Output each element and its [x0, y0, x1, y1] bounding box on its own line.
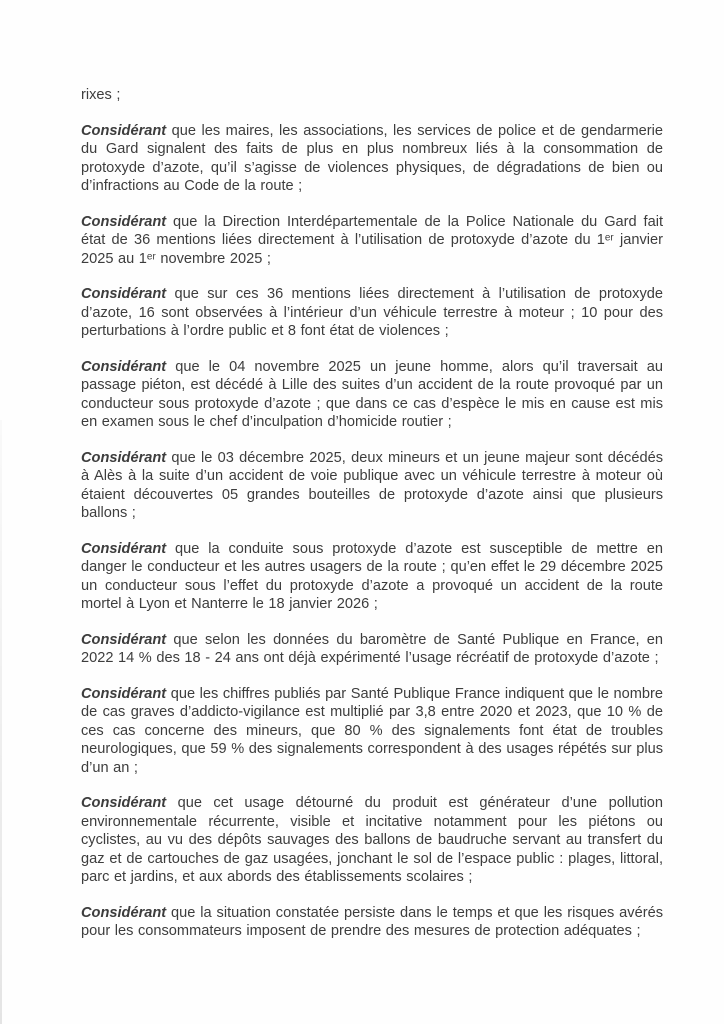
paragraph-text: rixes ;: [81, 87, 121, 103]
paragraph-lead: Considérant: [81, 685, 167, 702]
considerant-paragraph: [81, 449, 663, 523]
considerant-paragraph: [81, 540, 663, 614]
considerant-paragraph: [81, 213, 663, 269]
paragraph-continuation: [81, 86, 663, 105]
considerant-paragraph: [81, 285, 663, 341]
considerant-paragraph: [81, 631, 663, 668]
paragraph-text: que le 04 novembre 2025 un jeune homme, alors qu’il traversait au passage piéton, est décédé à Lille des suites d’un accident de la route provoqué par un conducteur sous protoxyde d’azote ; que dans ce cas d’espèce le mis en cause est mis en examen sous le chef d’inculpation d’homicide routier ;: [81, 358, 663, 430]
paragraph-lead: Considérant: [81, 213, 167, 230]
considerant-paragraph: [81, 794, 663, 887]
paragraph-lead: Considérant: [81, 540, 167, 557]
paragraph-lead: Considérant: [81, 795, 167, 811]
paragraph-text: que la conduite sous protoxyde d’azote est susceptible de mettre en danger le conducteur et les autres usagers de la route ; qu’en effet le 29 décembre 2025 un conducteur sous l’effet du protoxyde d’azote a provoqué un accident de la route mortel à Lyon et Nanterre le 18 janvier 2026 ;: [81, 540, 663, 612]
paragraph-text: que les chiffres publiés par Santé Publique France indiquent que le nombre de cas graves d’addicto-vigilance est multiplié par 3,8 entre 2020 et 2023, que 10 % de ces cas concerne des mineurs, que 80 % des signalements font état de troubles neurologiques, que 59 % des signalements correspondent à des usages répétés sur plus d’un an ;: [81, 685, 663, 776]
paragraph-text: que sur ces 36 mentions liées directement à l’utilisation de protoxyde d’azote, 16 sont observées à l’intérieur d’un véhicule terrestre à moteur ; 10 pour des perturbations à l’ordre public et 8 font état de violences ;: [81, 286, 663, 339]
paragraph-text: que la Direction Interdépartementale de la Police Nationale du Gard fait état de 36 mentions liées directement à l’utilisation de protoxyde d’azote du 1ᵉʳ janvier 2025 au 1ᵉʳ novembre 2025 ;: [81, 213, 663, 267]
considerant-paragraph: [81, 904, 663, 941]
paragraph-text: que cet usage détourné du produit est générateur d’une pollution environnementale récurrente, visible et incitative notamment pour les piétons ou cyclistes, au vu des dépôts sauvages des ballons de baudruche servant au transfert du gaz et de cartouches de gaz usagées, jonchant le sol de l’espace public : plages, littoral, parc et jardins, et aux abords des établissements scolaires ;: [81, 795, 663, 885]
paragraph-lead: Considérant: [81, 449, 167, 466]
paragraph-lead: Considérant: [81, 904, 167, 921]
considerant-paragraph: [81, 122, 663, 196]
paragraph-lead: Considérant: [81, 358, 167, 375]
paragraph-text: que la situation constatée persiste dans le temps et que les risques avérés pour les consommateurs imposent de prendre des mesures de protection adéquates ;: [81, 904, 663, 939]
paragraph-text: que le 03 décembre 2025, deux mineurs et un jeune majeur sont décédés à Alès à la suite d’un accident de voie publique avec un véhicule terrestre à moteur où étaient découvertes 05 grandes bouteilles de protoxyde d’azote ainsi que plusieurs ballons ;: [81, 449, 663, 521]
considerant-paragraph: [81, 358, 663, 432]
considerant-paragraph: [81, 685, 663, 778]
paragraph-text: que les maires, les associations, les services de police et de gendarmerie du Gard signalent des faits de plus en plus nombreux liés à la consommation de protoxyde d’azote, qu’il s’agisse de violences physiques, de dégradations de bien ou d’infractions au Code de la route ;: [81, 122, 663, 194]
paragraph-text: que selon les données du baromètre de Santé Publique en France, en 2022 14 % des 18 - 24 ans ont déjà expérimenté l’usage récréatif de protoxyde d’azote ;: [81, 631, 663, 666]
paragraph-lead: Considérant: [81, 122, 167, 139]
paragraph-lead: Considérant: [81, 631, 167, 648]
paragraph-lead: Considérant: [81, 286, 167, 302]
